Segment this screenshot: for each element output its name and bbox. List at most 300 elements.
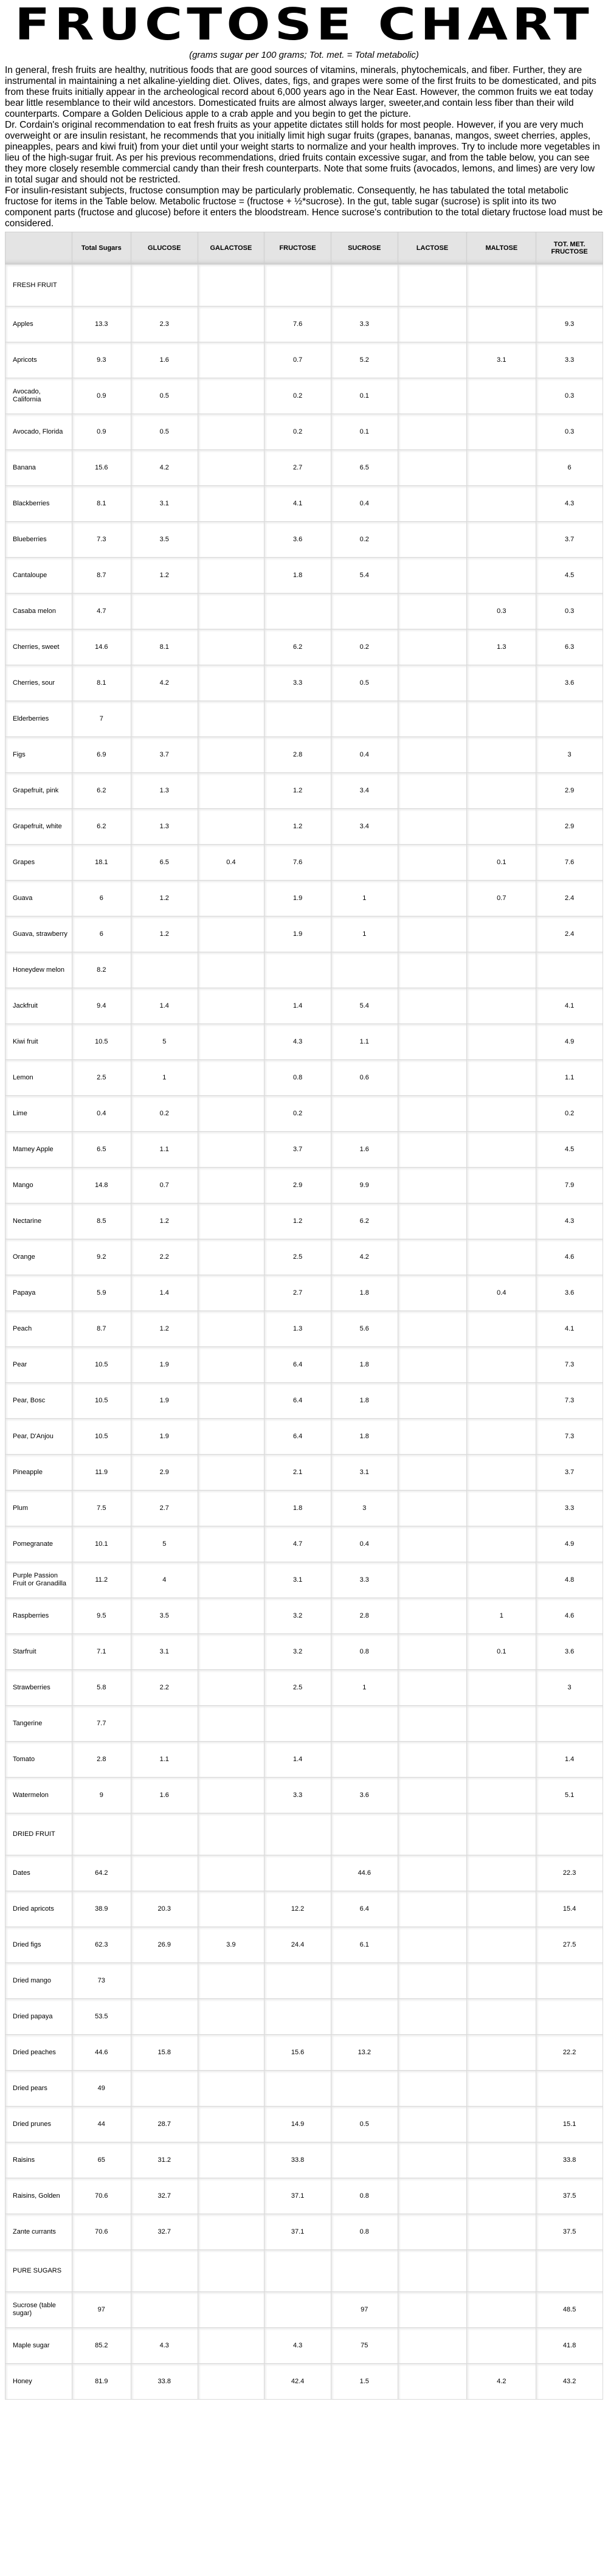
sucrose-cell: 44.6	[331, 1855, 398, 1891]
food-name-cell: Raspberries	[5, 1598, 72, 1634]
sucrose-cell: 0.2	[331, 522, 398, 558]
fructose-cell: 0.2	[264, 1096, 331, 1132]
food-name-cell: Dates	[5, 1855, 72, 1891]
maltose-cell	[467, 1168, 536, 1203]
total-metabolic-fructose-cell: 1.4	[536, 1742, 603, 1778]
table-row	[5, 1598, 603, 1634]
lactose-cell	[398, 1927, 467, 1963]
table-row	[5, 1455, 603, 1491]
food-name-cell: Pear, D'Anjou	[5, 1419, 72, 1455]
food-name-cell: Purple Passion Fruit or Granadilla	[5, 1562, 72, 1598]
total-metabolic-fructose-cell: 3.6	[536, 1634, 603, 1670]
sucrose-cell: 1.8	[331, 1275, 398, 1311]
food-name-cell: Dried pears	[5, 2071, 72, 2107]
table-row	[5, 701, 603, 737]
maltose-cell	[467, 522, 536, 558]
maltose-cell	[467, 1239, 536, 1275]
galactose-cell	[198, 1813, 264, 1855]
galactose-cell	[198, 1891, 264, 1927]
food-name-cell: Cherries, sour	[5, 665, 72, 701]
glucose-cell: 2.3	[131, 306, 198, 342]
total-metabolic-fructose-cell: 3.6	[536, 1275, 603, 1311]
galactose-cell	[198, 1706, 264, 1742]
total-metabolic-fructose-cell: 7.3	[536, 1383, 603, 1419]
lactose-cell	[398, 881, 467, 916]
galactose-cell	[198, 2250, 264, 2292]
table-row	[5, 2364, 603, 2400]
glucose-cell: 0.5	[131, 378, 198, 414]
total-sugars-cell	[72, 1813, 131, 1855]
maltose-cell	[467, 1024, 536, 1060]
total-metabolic-fructose-cell: 15.4	[536, 1891, 603, 1927]
food-name-cell: Grapefruit, white	[5, 809, 72, 845]
table-row	[5, 773, 603, 809]
total-metabolic-fructose-cell: 7.3	[536, 1419, 603, 1455]
glucose-cell: 8.1	[131, 629, 198, 665]
galactose-cell	[198, 1526, 264, 1562]
fructose-cell	[264, 265, 331, 306]
total-metabolic-fructose-cell: 4.3	[536, 486, 603, 522]
galactose-cell	[198, 306, 264, 342]
glucose-cell	[131, 1999, 198, 2035]
table-row	[5, 2142, 603, 2178]
galactose-cell	[198, 988, 264, 1024]
fructose-cell: 1.2	[264, 809, 331, 845]
lactose-cell	[398, 1203, 467, 1239]
fructose-cell: 2.1	[264, 1455, 331, 1491]
food-name-cell: Raisins	[5, 2142, 72, 2178]
fructose-cell: 4.7	[264, 1526, 331, 1562]
glucose-cell: 0.7	[131, 1168, 198, 1203]
glucose-cell: 0.2	[131, 1096, 198, 1132]
maltose-cell	[467, 1999, 536, 2035]
intro-paragraph: Dr. Cordain's original recommendation to eat fresh fruits as your appetite dictates still holds for most people. However, if you are very much overweight or are insulin resistant, he recommends that you initially limit high sugar fruits (grapes, bananas, mangos, sweet cherries, apples, pineapples, pears and kiwi fruit) from your diet until your weight starts to normalize and your health improves. Try to include more vegetables in lieu of the high-sugar fruit. As per his previous recommendations, dried fruits contain excessive sugar, and from the table below, you can see they more closely resemble commercial candy than their fresh counterparts. Note that some fruits (avocados, lemons, and limes) are very low in total sugar and should not be restricted.	[5, 120, 600, 185]
glucose-cell: 1	[131, 1060, 198, 1096]
galactose-cell	[198, 2328, 264, 2364]
lactose-cell	[398, 2214, 467, 2250]
total-sugars-cell: 5.9	[72, 1275, 131, 1311]
food-name-cell: Mamey Apple	[5, 1132, 72, 1168]
galactose-cell	[198, 1203, 264, 1239]
galactose-cell	[198, 809, 264, 845]
fructose-cell: 6.4	[264, 1419, 331, 1455]
fructose-cell: 24.4	[264, 1927, 331, 1963]
total-metabolic-fructose-cell	[536, 2071, 603, 2107]
food-name-cell: Grapes	[5, 845, 72, 881]
sucrose-cell: 3.1	[331, 1455, 398, 1491]
total-metabolic-fructose-cell: 3.3	[536, 1491, 603, 1526]
fructose-cell: 2.7	[264, 1275, 331, 1311]
fructose-cell: 15.6	[264, 2035, 331, 2071]
lactose-cell	[398, 629, 467, 665]
maltose-cell	[467, 2142, 536, 2178]
glucose-cell: 1.2	[131, 558, 198, 594]
glucose-cell: 1.9	[131, 1347, 198, 1383]
total-sugars-cell: 13.3	[72, 306, 131, 342]
fructose-cell: 6.2	[264, 629, 331, 665]
total-metabolic-fructose-cell: 4.6	[536, 1598, 603, 1634]
fructose-cell: 3.2	[264, 1598, 331, 1634]
total-metabolic-fructose-cell: 0.2	[536, 1096, 603, 1132]
food-name-cell: Grapefruit, pink	[5, 773, 72, 809]
glucose-cell: 1.3	[131, 809, 198, 845]
maltose-cell: 1.3	[467, 629, 536, 665]
food-name-cell: Casaba melon	[5, 594, 72, 629]
sucrose-cell	[331, 1999, 398, 2035]
glucose-cell: 4.2	[131, 450, 198, 486]
maltose-cell	[467, 2328, 536, 2364]
lactose-cell	[398, 1239, 467, 1275]
lactose-cell	[398, 378, 467, 414]
lactose-cell	[398, 845, 467, 881]
food-name-cell: Avocado, Florida	[5, 414, 72, 450]
sucrose-cell	[331, 1096, 398, 1132]
total-sugars-cell: 7.3	[72, 522, 131, 558]
table-row	[5, 881, 603, 916]
total-metabolic-fructose-cell: 2.9	[536, 809, 603, 845]
total-sugars-cell: 2.8	[72, 1742, 131, 1778]
fructose-cell: 12.2	[264, 1891, 331, 1927]
fructose-cell	[264, 2292, 331, 2328]
total-sugars-cell	[72, 265, 131, 306]
fructose-cell: 3.1	[264, 1562, 331, 1598]
food-name-cell: Strawberries	[5, 1670, 72, 1706]
fructose-cell	[264, 701, 331, 737]
table-row	[5, 916, 603, 952]
sucrose-cell: 1.6	[331, 1132, 398, 1168]
fructose-cell: 6.4	[264, 1347, 331, 1383]
total-sugars-cell: 8.2	[72, 952, 131, 988]
food-name-cell: Peach	[5, 1311, 72, 1347]
table-group-row	[5, 2250, 603, 2292]
maltose-cell	[467, 1311, 536, 1347]
total-metabolic-fructose-cell: 3.3	[536, 342, 603, 378]
glucose-cell: 0.5	[131, 414, 198, 450]
food-name-cell: Avocado, California	[5, 378, 72, 414]
fructose-cell: 1.9	[264, 881, 331, 916]
fructose-cell: 1.2	[264, 1203, 331, 1239]
sucrose-cell: 0.5	[331, 2107, 398, 2142]
maltose-cell	[467, 1419, 536, 1455]
total-sugars-cell: 15.6	[72, 450, 131, 486]
sucrose-cell: 1.8	[331, 1419, 398, 1455]
table-row	[5, 1275, 603, 1311]
glucose-cell: 32.7	[131, 2214, 198, 2250]
food-name-cell: Cantaloupe	[5, 558, 72, 594]
fructose-cell: 1.4	[264, 988, 331, 1024]
lactose-cell	[398, 1311, 467, 1347]
table-row	[5, 1526, 603, 1562]
lactose-cell	[398, 1096, 467, 1132]
glucose-cell: 1.9	[131, 1383, 198, 1419]
glucose-cell: 1.6	[131, 1778, 198, 1813]
glucose-cell: 5	[131, 1024, 198, 1060]
total-metabolic-fructose-cell	[536, 1706, 603, 1742]
table-row	[5, 594, 603, 629]
maltose-cell	[467, 1742, 536, 1778]
glucose-cell: 20.3	[131, 1891, 198, 1927]
table-row	[5, 1132, 603, 1168]
total-sugars-cell: 85.2	[72, 2328, 131, 2364]
lactose-cell	[398, 952, 467, 988]
food-name-cell: Guava, strawberry	[5, 916, 72, 952]
lactose-cell	[398, 2328, 467, 2364]
total-sugars-cell: 11.9	[72, 1455, 131, 1491]
fructose-cell: 37.1	[264, 2214, 331, 2250]
food-name-cell: Zante currants	[5, 2214, 72, 2250]
glucose-cell: 5	[131, 1526, 198, 1562]
total-sugars-cell: 53.5	[72, 1999, 131, 2035]
maltose-cell	[467, 988, 536, 1024]
column-header-sucrose: SUCROSE	[331, 232, 398, 265]
fructose-cell: 14.9	[264, 2107, 331, 2142]
table-row	[5, 2292, 603, 2328]
table-row	[5, 1855, 603, 1891]
galactose-cell	[198, 2071, 264, 2107]
fructose-cell: 7.6	[264, 306, 331, 342]
column-header-food	[5, 232, 72, 265]
galactose-cell	[198, 1634, 264, 1670]
fructose-cell: 0.2	[264, 378, 331, 414]
fructose-cell: 2.7	[264, 450, 331, 486]
fructose-cell: 37.1	[264, 2178, 331, 2214]
total-metabolic-fructose-cell: 4.6	[536, 1239, 603, 1275]
maltose-cell	[467, 450, 536, 486]
total-metabolic-fructose-cell: 2.4	[536, 881, 603, 916]
total-sugars-cell: 4.7	[72, 594, 131, 629]
group-label: DRIED FRUIT	[5, 1813, 72, 1855]
glucose-cell: 6.5	[131, 845, 198, 881]
total-metabolic-fructose-cell: 4.1	[536, 988, 603, 1024]
table-row	[5, 1927, 603, 1963]
maltose-cell	[467, 1706, 536, 1742]
galactose-cell	[198, 1562, 264, 1598]
maltose-cell	[467, 701, 536, 737]
food-name-cell: Kiwi fruit	[5, 1024, 72, 1060]
galactose-cell	[198, 1419, 264, 1455]
fructose-cell: 1.2	[264, 773, 331, 809]
total-metabolic-fructose-cell: 0.3	[536, 594, 603, 629]
food-name-cell: Tomato	[5, 1742, 72, 1778]
table-row	[5, 342, 603, 378]
sucrose-cell: 1.5	[331, 2364, 398, 2400]
column-header-maltose: MALTOSE	[467, 232, 536, 265]
lactose-cell	[398, 265, 467, 306]
food-name-cell: Dried figs	[5, 1927, 72, 1963]
glucose-cell: 1.3	[131, 773, 198, 809]
glucose-cell: 2.9	[131, 1455, 198, 1491]
sucrose-cell: 3.3	[331, 1562, 398, 1598]
total-metabolic-fructose-cell: 1.1	[536, 1060, 603, 1096]
maltose-cell	[467, 1855, 536, 1891]
galactose-cell	[198, 701, 264, 737]
galactose-cell	[198, 2214, 264, 2250]
glucose-cell: 1.2	[131, 1311, 198, 1347]
maltose-cell: 3.1	[467, 342, 536, 378]
sucrose-cell: 1.1	[331, 1024, 398, 1060]
fructose-cell: 4.3	[264, 1024, 331, 1060]
galactose-cell	[198, 1311, 264, 1347]
galactose-cell	[198, 1455, 264, 1491]
maltose-cell: 1	[467, 1598, 536, 1634]
intro-paragraph: In general, fresh fruits are healthy, nutritious foods that are good sources of vitamins, minerals, phytochemicals, and fiber. Further, they are instrumental in maintaining a net alkaline-yielding diet. Olives, dates, figs, and grapes were some of the first fruits to be domesticated, and pits from these fruits initially appear in the archeological record about 6,000 years ago in the Near East. However, the common fruits we eat today bear little resemblance to their wild ancestors. Domesticated fruits are almost always larger, sweeter,and contain less fiber than their wild counterparts. Compare a Golden Delicious apple to a crab apple and you begin to get the picture.	[5, 65, 596, 119]
maltose-cell: 0.4	[467, 1275, 536, 1311]
food-name-cell: Plum	[5, 1491, 72, 1526]
galactose-cell: 3.9	[198, 1927, 264, 1963]
total-metabolic-fructose-cell: 9.3	[536, 306, 603, 342]
group-label: PURE SUGARS	[5, 2250, 72, 2292]
lactose-cell	[398, 1778, 467, 1813]
maltose-cell	[467, 558, 536, 594]
table-row	[5, 2178, 603, 2214]
food-name-cell: Sucrose (table sugar)	[5, 2292, 72, 2328]
galactose-cell	[198, 2178, 264, 2214]
galactose-cell	[198, 450, 264, 486]
glucose-cell: 2.7	[131, 1491, 198, 1526]
fructose-cell	[264, 1963, 331, 1999]
glucose-cell	[131, 594, 198, 629]
total-sugars-cell: 64.2	[72, 1855, 131, 1891]
table-group-row	[5, 265, 603, 306]
total-sugars-cell: 8.7	[72, 1311, 131, 1347]
table-row	[5, 522, 603, 558]
sucrose-cell	[331, 701, 398, 737]
table-row	[5, 1963, 603, 1999]
galactose-cell	[198, 342, 264, 378]
glucose-cell: 1.2	[131, 916, 198, 952]
sucrose-cell: 1.8	[331, 1383, 398, 1419]
fructose-cell: 33.8	[264, 2142, 331, 2178]
total-sugars-cell: 10.5	[72, 1383, 131, 1419]
column-header-fructose: FRUCTOSE	[264, 232, 331, 265]
total-metabolic-fructose-cell: 0.3	[536, 414, 603, 450]
total-metabolic-fructose-cell: 5.1	[536, 1778, 603, 1813]
glucose-cell: 1.6	[131, 342, 198, 378]
table-row	[5, 988, 603, 1024]
sucrose-cell	[331, 1963, 398, 1999]
glucose-cell	[131, 2250, 198, 2292]
food-name-cell: Dried prunes	[5, 2107, 72, 2142]
total-metabolic-fructose-cell: 4.1	[536, 1311, 603, 1347]
sucrose-cell	[331, 1742, 398, 1778]
total-sugars-cell: 49	[72, 2071, 131, 2107]
galactose-cell: 0.4	[198, 845, 264, 881]
fructose-table	[5, 232, 603, 2400]
table-row	[5, 2214, 603, 2250]
fructose-cell: 1.9	[264, 916, 331, 952]
sucrose-cell: 1	[331, 1670, 398, 1706]
table-row	[5, 2035, 603, 2071]
lactose-cell	[398, 558, 467, 594]
column-header-total-metabolic-fructose: TOT. MET. FRUCTOSE	[536, 232, 603, 265]
galactose-cell	[198, 2142, 264, 2178]
total-metabolic-fructose-cell	[536, 1999, 603, 2035]
food-name-cell: Cherries, sweet	[5, 629, 72, 665]
table-row	[5, 1491, 603, 1526]
sucrose-cell: 0.2	[331, 629, 398, 665]
total-metabolic-fructose-cell: 22.2	[536, 2035, 603, 2071]
sucrose-cell: 6.2	[331, 1203, 398, 1239]
lactose-cell	[398, 809, 467, 845]
table-row	[5, 414, 603, 450]
table-row	[5, 1311, 603, 1347]
maltose-cell	[467, 665, 536, 701]
table-row	[5, 1024, 603, 1060]
maltose-cell	[467, 1455, 536, 1491]
glucose-cell	[131, 1963, 198, 1999]
glucose-cell: 1.1	[131, 1132, 198, 1168]
sucrose-cell: 3	[331, 1491, 398, 1526]
sucrose-cell: 0.6	[331, 1060, 398, 1096]
lactose-cell	[398, 2107, 467, 2142]
fructose-cell: 1.4	[264, 1742, 331, 1778]
food-name-cell: Pineapple	[5, 1455, 72, 1491]
lactose-cell	[398, 1526, 467, 1562]
maltose-cell	[467, 265, 536, 306]
lactose-cell	[398, 701, 467, 737]
galactose-cell	[198, 1060, 264, 1096]
sucrose-cell: 3.3	[331, 306, 398, 342]
total-sugars-cell: 62.3	[72, 1927, 131, 1963]
total-sugars-cell: 8.5	[72, 1203, 131, 1239]
maltose-cell	[467, 1132, 536, 1168]
glucose-cell: 32.7	[131, 2178, 198, 2214]
lactose-cell	[398, 916, 467, 952]
lactose-cell	[398, 414, 467, 450]
page-subtitle: (grams sugar per 100 grams; Tot. met. = Total metabolic)	[189, 50, 419, 60]
total-sugars-cell: 97	[72, 2292, 131, 2328]
total-sugars-cell: 73	[72, 1963, 131, 1999]
fructose-cell: 1.8	[264, 558, 331, 594]
intro-text	[5, 65, 603, 229]
glucose-cell: 28.7	[131, 2107, 198, 2142]
total-metabolic-fructose-cell: 6.3	[536, 629, 603, 665]
total-metabolic-fructose-cell	[536, 2250, 603, 2292]
total-metabolic-fructose-cell: 41.8	[536, 2328, 603, 2364]
total-metabolic-fructose-cell	[536, 701, 603, 737]
food-name-cell: Elderberries	[5, 701, 72, 737]
lactose-cell	[398, 2292, 467, 2328]
sucrose-cell: 0.4	[331, 737, 398, 773]
food-name-cell: Figs	[5, 737, 72, 773]
lactose-cell	[398, 486, 467, 522]
sucrose-cell: 97	[331, 2292, 398, 2328]
maltose-cell	[467, 1670, 536, 1706]
table-row	[5, 737, 603, 773]
sucrose-cell: 0.4	[331, 1526, 398, 1562]
column-header-galactose: GALACTOSE	[198, 232, 264, 265]
food-name-cell: Lemon	[5, 1060, 72, 1096]
fructose-cell: 0.2	[264, 414, 331, 450]
lactose-cell	[398, 2035, 467, 2071]
galactose-cell	[198, 265, 264, 306]
maltose-cell	[467, 1203, 536, 1239]
galactose-cell	[198, 1275, 264, 1311]
sucrose-cell	[331, 2142, 398, 2178]
total-metabolic-fructose-cell	[536, 1813, 603, 1855]
table-row	[5, 2107, 603, 2142]
maltose-cell	[467, 2107, 536, 2142]
sucrose-cell: 1	[331, 881, 398, 916]
total-metabolic-fructose-cell: 7.9	[536, 1168, 603, 1203]
fructose-cell: 42.4	[264, 2364, 331, 2400]
fructose-cell	[264, 1855, 331, 1891]
glucose-cell: 15.8	[131, 2035, 198, 2071]
total-sugars-cell: 5.8	[72, 1670, 131, 1706]
glucose-cell	[131, 952, 198, 988]
table-row	[5, 1419, 603, 1455]
galactose-cell	[198, 594, 264, 629]
